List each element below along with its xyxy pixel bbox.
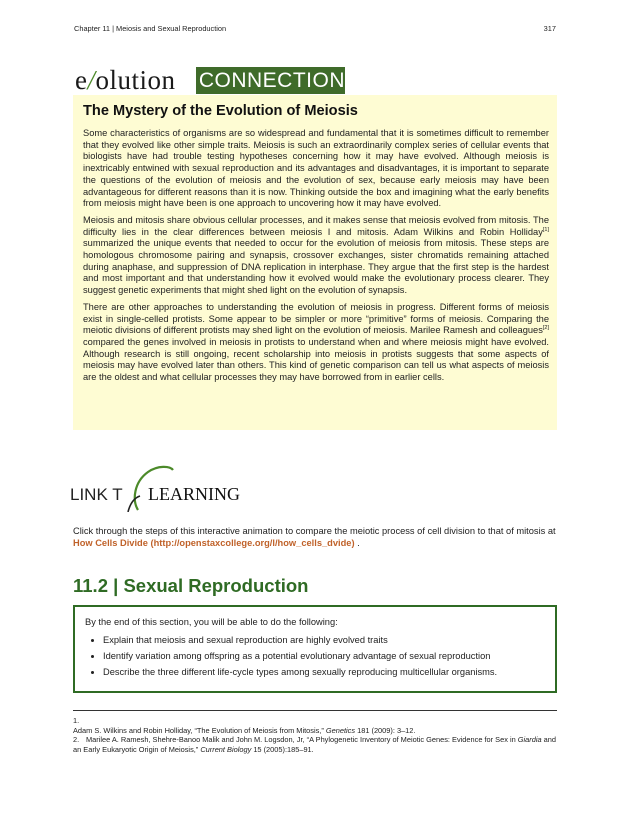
page-number: 317 <box>543 24 556 33</box>
running-header <box>74 24 556 33</box>
feature-paragraph-1: Some characteristics of organisms are so widespread and fundamental that it is sometimes difficult to remember that they evolved like other simple traits. Meiosis is such an extraordinarily complex series of cellular events that biologists have had trouble testing hypotheses concerning how it may have evolved. Although meiosis is inextricably entwined with sexual reproduction and its advantages and disadvantages, it is important to separate the questions of the evolution of meiosis and the evolution of sex, because early meiosis may have been advantageous for different reasons than it is now. Thinking outside the box and imagining what the early benefits from meiosis might have been is one approach to uncovering how it may have evolved. <box>83 128 549 209</box>
footnote-2: 2. Marilee A. Ramesh, Shehre-Banoo Malik and John M. Logsdon, Jr, “A Phylogenetic Inventory of Meiotic Genes: Evidence for Sex in Giardia and an Early Eukaryotic Origin of Meiosis,” Current Biology 15 (2005):185–91. <box>73 735 556 754</box>
objective-item: • Describe the three different life-cycle types among sexually reproducing multicellular organisms. <box>103 666 545 678</box>
objectives-list <box>85 634 545 678</box>
link-to-learning-text: Click through the steps of this interactive animation to compare the meiotic process of cell division to that of mitosis at How Cells Divide (http://openstaxcollege.org/l/how_cells_dvide) . <box>73 526 556 548</box>
footnotes <box>73 716 557 754</box>
evolution-connection-banner <box>73 67 345 94</box>
footnote-ref-2[interactable]: [2] <box>542 325 549 332</box>
section-title: 11.2 | Sexual Reproduction <box>73 575 309 596</box>
evolution-leaf-icon: / <box>87 65 96 95</box>
objective-item: • Explain that meiosis and sexual reproduction are highly evolved traits <box>103 634 545 646</box>
feature-paragraph-2: Meiosis and mitosis share obvious cellular processes, and it makes sense that meiosis evolved from mitosis. The difficulty lies in the clear differences between meiosis I and mitosis. Adam Wilkins and Robin Holliday[1] summarized the unique events that needed to occur for the evolution of meiosis from mitosis. These steps are homologous chromosome pairing and synapsis, crossover exchanges, sister chromatids remaining attached during anaphase, and suppression of DNA replication in interphase. They argue that the first step is the hardest and most important and that understanding how it evolved would make the evolutionary process clearer. They suggest genetic experiments that might shed light on the evolution of synapsis. <box>83 214 549 296</box>
connection-label: CONNECTION <box>198 69 345 92</box>
learning-objectives-box <box>73 605 557 693</box>
link-to-learning-logo <box>70 460 242 512</box>
footnote-1-number: 1. <box>73 716 80 725</box>
footnote-ref-1[interactable]: [1] <box>542 226 549 233</box>
footnote-1: Adam S. Wilkins and Robin Holliday, “The Evolution of Meiosis from Mitosis,” Genetics 181 (2009): 3–12. <box>73 725 416 735</box>
evolution-wordmark: e/olution <box>73 67 196 94</box>
objective-item: • Identify variation among offspring as a potential evolutionary advantage of sexual reproduction <box>103 650 545 662</box>
how-cells-divide-link[interactable]: How Cells Divide (http://openstaxcollege.org/l/how_cells_dvide) <box>73 538 355 548</box>
learning-text: LEARNING <box>148 484 240 504</box>
feature-paragraph-3: There are other approaches to understanding the evolution of meiosis in progress. Different forms of meiosis exist in single-celled protists. Some appear to be simpler or more “primitive” forms of meiosis. Comparing the meiotic divisions of different protists may shed light on the evolution of meiosis. Marilee Ramesh and colleagues[2] compared the genes involved in meiosis in protists to understand when and where meiosis might have evolved. Although research is still ongoing, recent scholarship into meiosis in protists suggests that some aspects of meiosis may have evolved later than others. This kind of genetic comparison can tell us what aspects of meiosis are the oldest and what cellular processes they may have borrowed from in earlier cells. <box>83 301 549 383</box>
footnote-divider <box>73 710 557 711</box>
link-to-text: LINK T <box>70 485 123 504</box>
feature-title: The Mystery of the Evolution of Meiosis <box>83 103 358 119</box>
evolution-feature-box <box>73 95 557 430</box>
objectives-intro: By the end of this section, you will be able to do the following: <box>85 617 338 627</box>
chapter-title: Chapter 11 | Meiosis and Sexual Reproduction <box>74 24 227 33</box>
